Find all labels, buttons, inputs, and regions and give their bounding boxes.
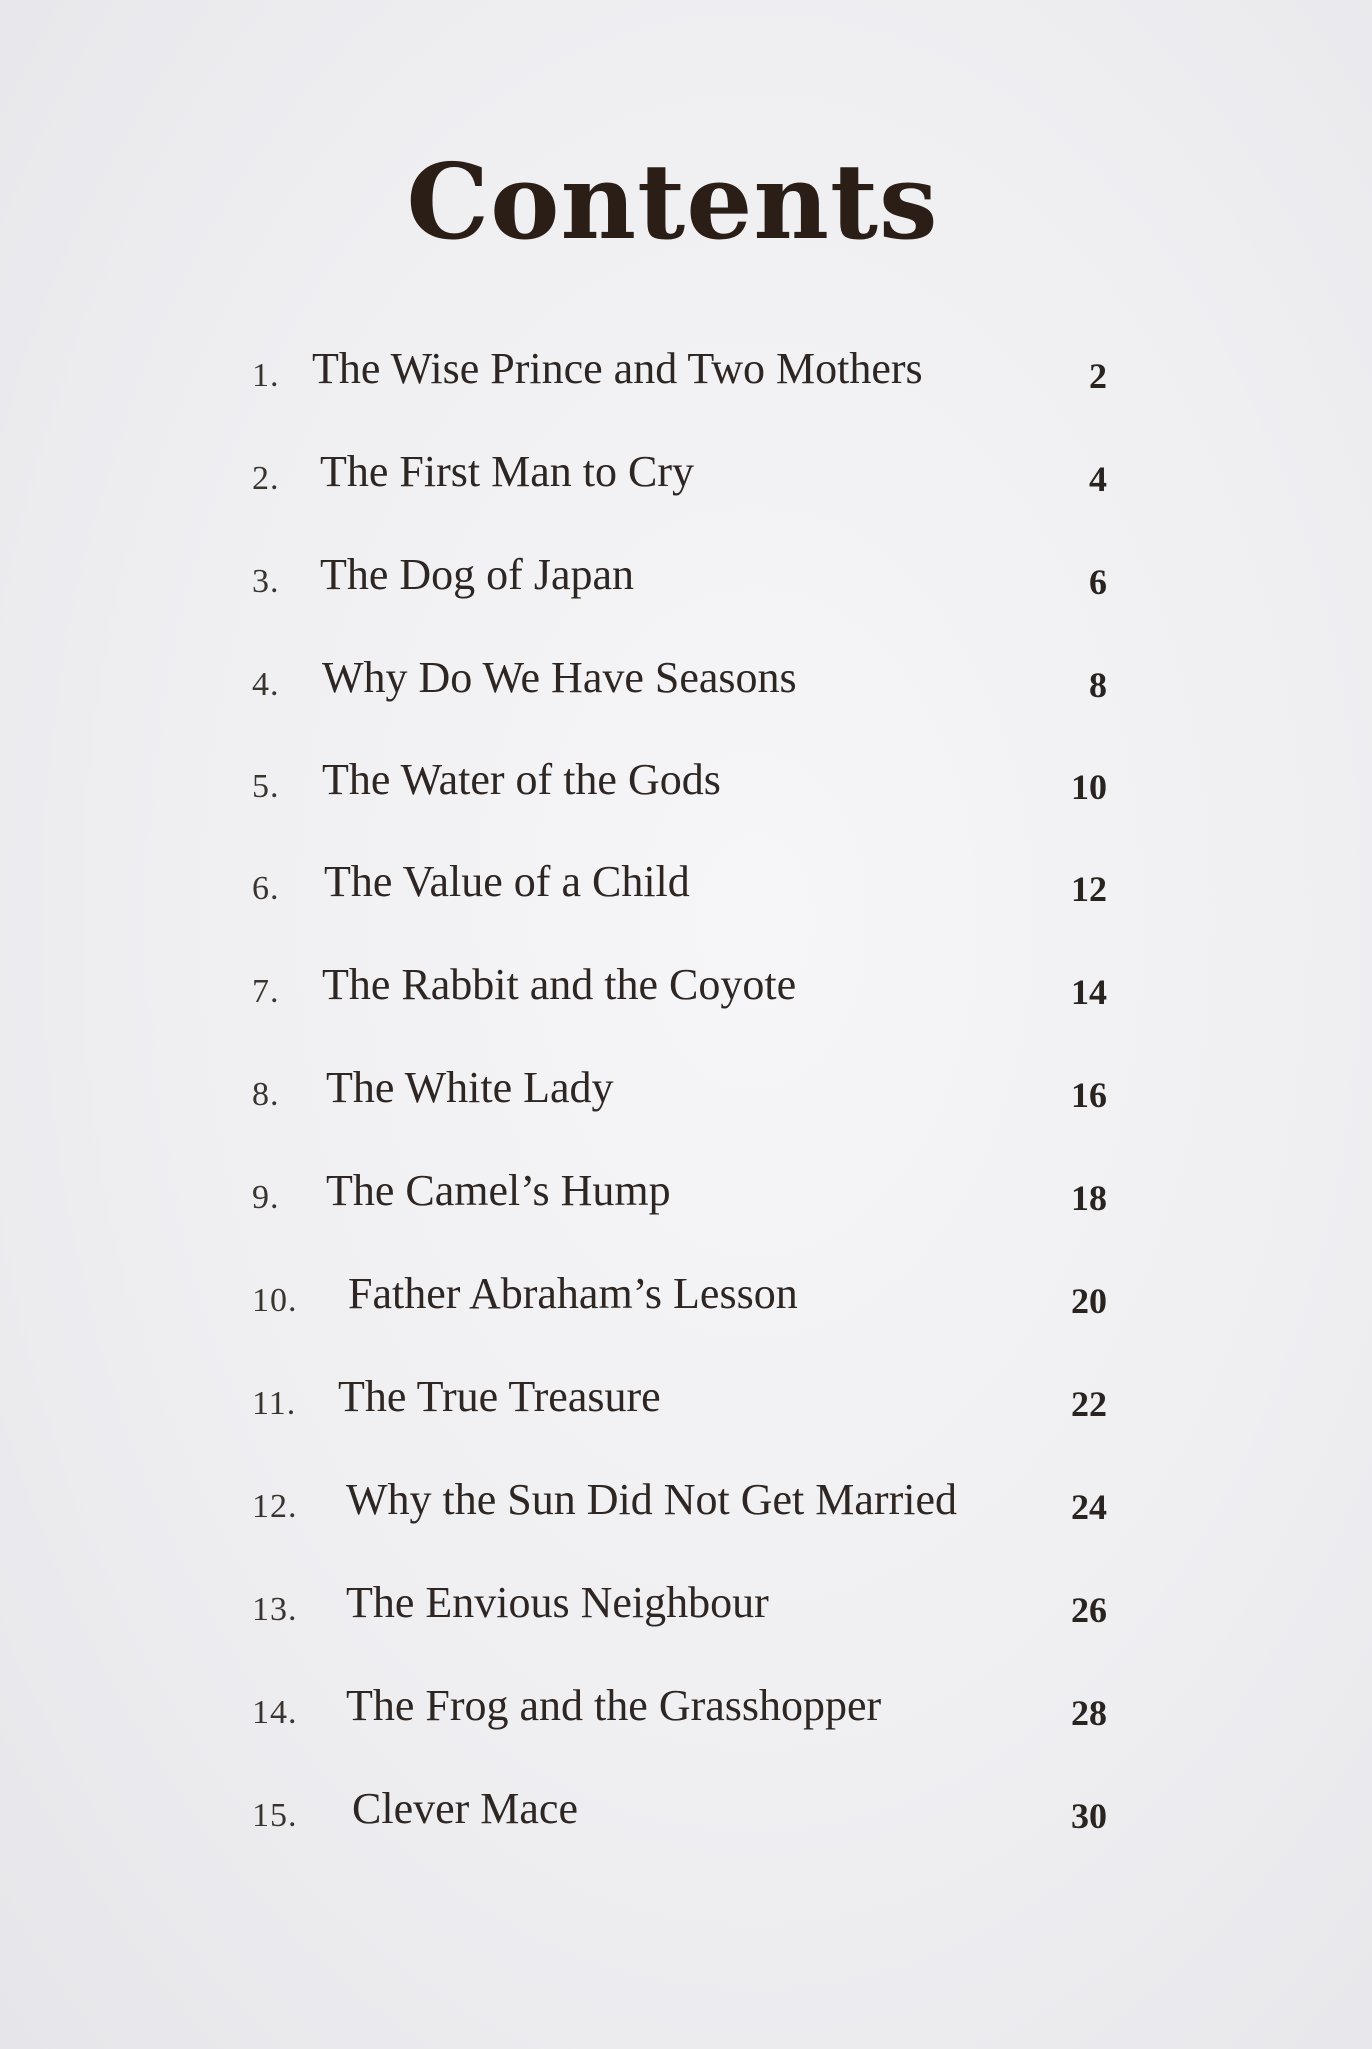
entry-title: The Rabbit and the Coyote bbox=[322, 960, 797, 1009]
entry-page-number: 2 bbox=[1089, 356, 1107, 396]
entry-page-number: 24 bbox=[1071, 1487, 1107, 1527]
entry-page-number: 8 bbox=[1089, 665, 1107, 705]
toc-entry bbox=[252, 1371, 1107, 1441]
entry-page-number: 26 bbox=[1071, 1590, 1107, 1630]
entry-number: 5. bbox=[252, 768, 280, 805]
entry-title: The Wise Prince and Two Mothers bbox=[312, 344, 923, 393]
entry-number: 13. bbox=[252, 1591, 298, 1628]
entry-title: The Water of the Gods bbox=[322, 755, 721, 804]
toc-entry bbox=[252, 1783, 1107, 1853]
entry-page-number: 12 bbox=[1071, 869, 1107, 909]
entry-title: The True Treasure bbox=[338, 1372, 661, 1421]
entry-page-number: 14 bbox=[1071, 972, 1107, 1012]
entry-title: The Camel’s Hump bbox=[326, 1166, 671, 1215]
toc-entry bbox=[252, 1268, 1107, 1338]
toc-entry bbox=[252, 959, 1107, 1029]
entry-number: 4. bbox=[252, 666, 280, 703]
toc-entry bbox=[252, 1577, 1107, 1647]
toc-entry bbox=[252, 856, 1107, 926]
toc-entry bbox=[252, 754, 1107, 824]
entry-title: The White Lady bbox=[326, 1063, 614, 1112]
toc-entry bbox=[252, 1062, 1107, 1132]
entry-page-number: 18 bbox=[1071, 1178, 1107, 1218]
entry-title: The Frog and the Grasshopper bbox=[346, 1681, 882, 1730]
entry-page-number: 22 bbox=[1071, 1384, 1107, 1424]
toc-entry bbox=[252, 652, 1107, 722]
entry-page-number: 6 bbox=[1089, 562, 1107, 602]
entry-title: Clever Mace bbox=[352, 1784, 578, 1833]
toc-entry bbox=[252, 343, 1107, 413]
toc-entry bbox=[252, 1165, 1107, 1235]
entry-page-number: 4 bbox=[1089, 459, 1107, 499]
entry-page-number: 10 bbox=[1071, 767, 1107, 807]
entry-title: The First Man to Cry bbox=[320, 447, 694, 496]
entry-number: 9. bbox=[252, 1179, 280, 1216]
entry-number: 3. bbox=[252, 563, 280, 600]
entry-number: 10. bbox=[252, 1282, 298, 1319]
entry-number: 7. bbox=[252, 973, 280, 1010]
entry-page-number: 20 bbox=[1071, 1281, 1107, 1321]
entry-number: 12. bbox=[252, 1488, 298, 1525]
entry-number: 1. bbox=[252, 357, 280, 394]
contents-heading: Contents bbox=[406, 140, 939, 263]
toc-entry bbox=[252, 549, 1107, 619]
toc-entry bbox=[252, 446, 1107, 516]
entry-title: The Envious Neighbour bbox=[346, 1578, 769, 1627]
entry-title: Father Abraham’s Lesson bbox=[348, 1269, 798, 1318]
entry-title: The Value of a Child bbox=[324, 857, 690, 906]
entry-number: 2. bbox=[252, 460, 280, 497]
entry-number: 11. bbox=[252, 1385, 297, 1422]
entry-number: 14. bbox=[252, 1694, 298, 1731]
toc-entry bbox=[252, 1680, 1107, 1750]
entry-number: 8. bbox=[252, 1076, 280, 1113]
toc-entry bbox=[252, 1474, 1107, 1544]
entry-page-number: 16 bbox=[1071, 1075, 1107, 1115]
entry-title: Why the Sun Did Not Get Married bbox=[346, 1475, 957, 1524]
entry-number: 6. bbox=[252, 870, 280, 907]
entry-number: 15. bbox=[252, 1797, 298, 1834]
entry-page-number: 28 bbox=[1071, 1693, 1107, 1733]
entry-page-number: 30 bbox=[1071, 1796, 1107, 1836]
entry-title: Why Do We Have Seasons bbox=[322, 653, 797, 702]
entry-title: The Dog of Japan bbox=[320, 550, 635, 599]
